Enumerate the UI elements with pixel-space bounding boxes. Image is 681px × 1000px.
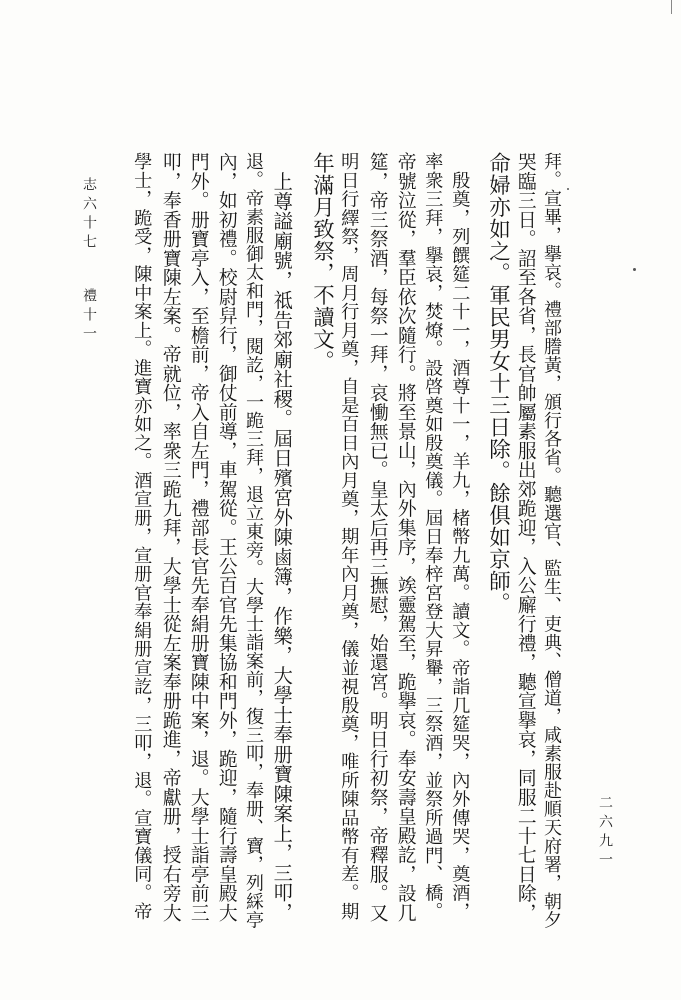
text-column: 年滿月致祭，不讀文。 [309,152,335,372]
text-column: 內，如初禮。校尉舁行，御仗前導，車駕從。王公百官先集協和門外，跪迎，隨行壽皇殿大 [215,152,237,922]
scan-speck [567,188,569,190]
text-column: 率衆三拜，擧哀，焚燎。設啓奠如殷奠儀。屆日奉梓宮登大昇轝，三祭酒，並祭所過門、橋。 [422,152,444,921]
text-column: 上尊謚廟號，祗告郊廟社稷。屆日殯宮外陳鹵簿，作樂，大學士奉册寶陳案上，三叩， [270,152,294,923]
text-column: 明日行繹祭，周月行月奠，自是百日內月奠，期年內月奠，儀並視殷奠，唯所陳品幣有差。期 [338,152,360,921]
page-number: 二六九一 [597,795,613,871]
text-column: 命婦亦如之。軍民男女十三日除。餘俱如京師。 [485,152,511,614]
text-column: 拜。宣畢，擧哀。禮部謄黃，頒行各省。聽選官、監生、吏典、僧道，咸素服赴順天府署，朝夕 [541,152,562,929]
running-header-section: 志六十七 [81,177,97,253]
text-column: 筵，帝三祭酒，每祭一拜，哀慟無已。皇太后再三撫慰，始還宮。明日行初祭，帝釋服。又 [366,152,388,922]
scan-edge-mark [671,0,672,14]
text-column: 叩，奉香册寶陳左案。帝就位，率衆三跪九拜，大學士從左案奉册跪進，帝獻册，授右旁大 [159,152,181,922]
running-header-chapter: 禮十一 [81,288,97,345]
scan-speck [633,268,636,271]
text-column: 門外。册寶亭入，至檐前，帝入自左門，禮部長官先奉絹册寶陳中案，退。大學士詣亭前三 [187,152,209,922]
text-column: 哭臨三日。詔至各省，長官帥屬素服出郊跪迎，入公廨行禮，聽宣擧哀，同服二十七日除， [514,152,536,922]
text-column: 退。帝素服御太和門，閱訖，一跪三拜，退立東旁。大學士詣案前，復三叩，奉册、寶，列綵亭 [243,152,264,929]
text-column: 帝號泣從，羣臣依次隨行。將至景山，內外集序，竢靈駕至，跪擧哀。奉安壽皇殿訖，設几 [394,152,416,922]
text-column: 殷奠，列饌筵二十一，酒尊十一，羊九，楮幣九萬。讀文。帝詣几筵哭，內外傳哭，奠酒， [449,152,471,921]
text-column: 學士，跪受，陳中案上。進寶亦如之。酒宣册，宣册官奉絹册宣訖，三叩，退。宣寶儀同。帝 [131,152,153,921]
